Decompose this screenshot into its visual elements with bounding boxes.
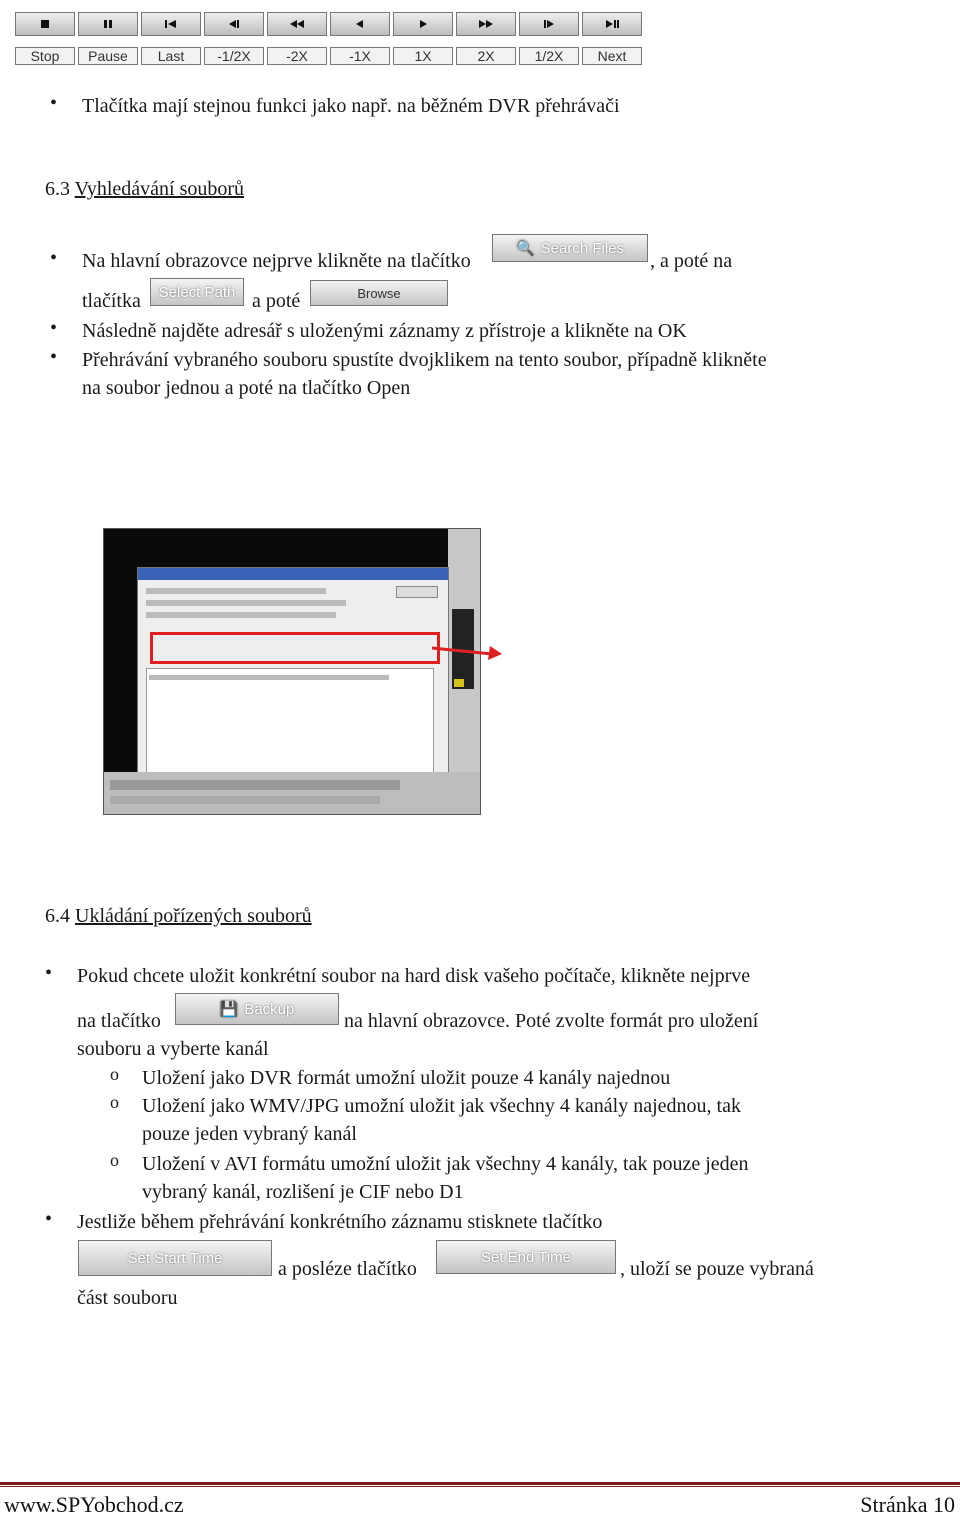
paragraph-playback-line1: Přehrávání vybraného souboru spustíte dvojklikem na tento soubor, případně klikněte xyxy=(82,349,767,371)
text-fragment: na hlavní obrazovce. Poté zvolte formát pro uložení xyxy=(344,1010,759,1032)
rewind-2x-button[interactable] xyxy=(267,12,327,36)
footer-website: www.SPYobchod.cz xyxy=(4,1492,184,1517)
set-start-time-button[interactable] xyxy=(78,1240,272,1276)
toolbar-label: 2X xyxy=(456,47,516,65)
pause-icon xyxy=(97,17,119,31)
select-path-button[interactable] xyxy=(150,278,244,306)
section-heading-6-3 xyxy=(45,178,244,201)
software-screenshot xyxy=(103,528,481,815)
browse-button[interactable] xyxy=(310,280,448,306)
stop-icon xyxy=(34,17,56,31)
button-label: Set End Time xyxy=(480,1248,572,1266)
section-title: Ukládání pořízených souborů xyxy=(75,905,312,927)
sub-item-dvr: Uložení jako DVR formát umožní uložit pouze 4 kanály najednou xyxy=(142,1067,671,1089)
play-button[interactable] xyxy=(393,12,453,36)
paragraph-time-line3: část souboru xyxy=(77,1287,178,1309)
sub-bullet-icon: o xyxy=(110,1150,119,1170)
rewind-1x-button[interactable] xyxy=(330,12,390,36)
bullet-icon: • xyxy=(45,962,53,984)
stop-button[interactable] xyxy=(15,12,75,36)
toolbar-label: 1X xyxy=(393,47,453,65)
paragraph-save-line1: Pokud chcete uložit konkrétní soubor na hard disk vašeho počítače, klikněte nejprve xyxy=(77,965,751,987)
screenshot-controls xyxy=(104,772,480,814)
toolbar-label: Last xyxy=(141,47,201,65)
sub-bullet-icon: o xyxy=(110,1064,119,1084)
bullet-icon: • xyxy=(45,1208,53,1230)
sub-item-wmv-line2: pouze jeden vybraný kanál xyxy=(142,1123,357,1145)
toolbar-label: -2X xyxy=(267,47,327,65)
paragraph-time-line1: Jestliže během přehrávání konkrétního záznamu stisknete tlačítko xyxy=(77,1211,603,1233)
bullet-icon: • xyxy=(50,346,58,368)
last-icon xyxy=(160,17,182,31)
last-button[interactable] xyxy=(141,12,201,36)
paragraph-save-line3: souboru a vyberte kanál xyxy=(77,1038,269,1060)
footer-page-number: Stránka 10 xyxy=(860,1492,955,1517)
dialog-titlebar xyxy=(138,568,448,580)
arrow-icon xyxy=(430,640,504,668)
set-end-time-button[interactable] xyxy=(436,1240,616,1274)
toolbar-label: 1/2X xyxy=(519,47,579,65)
toolbar-label: -1X xyxy=(330,47,390,65)
rewind-2x-icon xyxy=(286,17,308,31)
backup-icon: 💾 xyxy=(219,1001,239,1018)
text-fragment: Na hlavní obrazovce nejprve klikněte na tlačítko xyxy=(82,250,471,272)
text-fragment: tlačítka xyxy=(82,290,141,312)
footer-rule xyxy=(0,1482,960,1485)
text-fragment: , a poté na xyxy=(650,250,733,272)
text-fragment: a poté xyxy=(252,290,301,312)
highlight-box xyxy=(150,632,440,664)
footer-rule-thin xyxy=(0,1486,960,1487)
next-button[interactable] xyxy=(582,12,642,36)
toolbar-icon-row xyxy=(15,12,645,36)
bullet-icon: • xyxy=(50,247,58,269)
section-number: 6.4 xyxy=(45,905,70,927)
sub-item-avi-line1: Uložení v AVI formátu umožní uložit jak všechny 4 kanály, tak pouze jeden xyxy=(142,1153,749,1175)
half-speed-button[interactable] xyxy=(519,12,579,36)
button-label: Search Files xyxy=(540,239,625,257)
bullet-icon: • xyxy=(50,92,58,114)
section-heading-6-4 xyxy=(45,905,312,928)
button-label: Browse xyxy=(357,285,401,301)
next-icon xyxy=(601,17,623,31)
toolbar-label-row xyxy=(15,47,645,65)
half-speed-icon xyxy=(538,17,560,31)
paragraph-find-folder: Následně najděte adresář s uloženými záznamy z přístroje a klikněte na OK xyxy=(82,320,687,342)
sub-item-wmv-line1: Uložení jako WMV/JPG umožní uložit jak všechny 4 kanály najednou, tak xyxy=(142,1095,741,1117)
slow-half-button[interactable] xyxy=(204,12,264,36)
paragraph-buttons-function: Tlačítka mají stejnou funkci jako např. na běžném DVR přehrávači xyxy=(82,95,620,117)
magnifier-icon: 🔍 xyxy=(515,240,535,257)
sub-item-avi-line2: vybraný kanál, rozlišení je CIF nebo D1 xyxy=(142,1181,464,1203)
bullet-icon: • xyxy=(50,317,58,339)
slow-half-icon xyxy=(223,17,245,31)
toolbar-label: -1/2X xyxy=(204,47,264,65)
button-label: Set Start Time xyxy=(127,1249,223,1267)
text-fragment: a posléze tlačítko xyxy=(278,1258,417,1280)
play-icon xyxy=(412,17,434,31)
section-title: Vyhledávání souborů xyxy=(74,178,245,200)
backup-button[interactable] xyxy=(175,993,339,1025)
toolbar-label: Next xyxy=(582,47,642,65)
forward-2x-icon xyxy=(475,17,497,31)
toolbar-label: Pause xyxy=(78,47,138,65)
paragraph-playback-line2: na soubor jednou a poté na tlačítko Open xyxy=(82,377,411,399)
text-fragment: , uloží se pouze vybraná xyxy=(620,1258,814,1280)
screenshot-dialog xyxy=(137,567,449,799)
section-number: 6.3 xyxy=(45,178,70,200)
rewind-1x-icon xyxy=(349,17,371,31)
sub-bullet-icon: o xyxy=(110,1092,119,1112)
toolbar-label: Stop xyxy=(15,47,75,65)
search-files-button[interactable] xyxy=(492,234,648,262)
button-label: Select Path xyxy=(158,283,236,301)
text-fragment: na tlačítko xyxy=(77,1010,161,1032)
button-label: Backup xyxy=(244,1000,295,1018)
pause-button[interactable] xyxy=(78,12,138,36)
forward-2x-button[interactable] xyxy=(456,12,516,36)
